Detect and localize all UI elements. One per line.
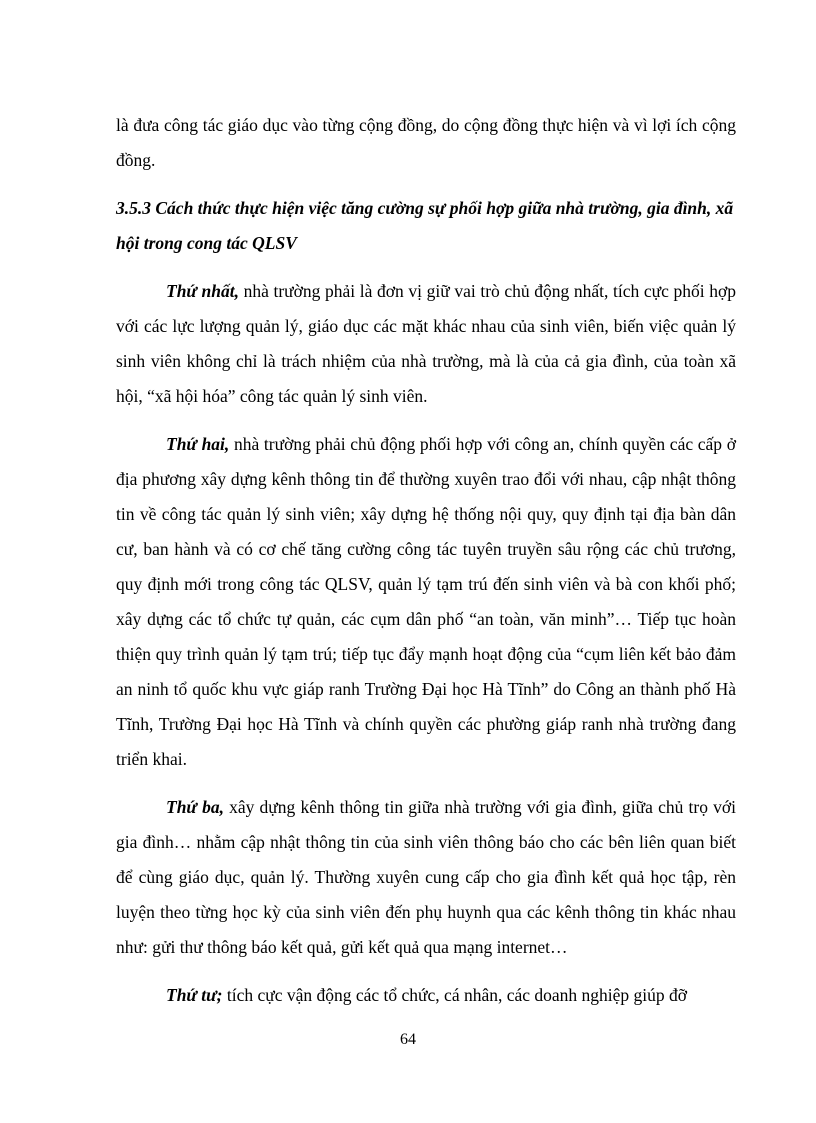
paragraph-text: nhà trường phải là đơn vị giữ vai trò chủ động nhất, tích cực phối hợp với các lực lượng quản lý, giáo dục các mặt khác nhau của sinh viên, biến việc quản lý sinh viên không chỉ là trách nhiệm của nhà trường, mà là của cả gia đình, của toàn xã hội, “xã hội hóa” công tác quản lý sinh viên. (116, 281, 737, 406)
paragraph-text: nhà trường phải chủ động phối hợp với công an, chính quyền các cấp ở địa phương xây dựng kênh thông tin để thường xuyên trao đổi với nhau, cập nhật thông tin về công tác quản lý sinh viên; xây dựng hệ thống nội quy, quy định tại địa bàn dân cư, ban hành và có cơ chế tăng cường công tác tuyên truyền sâu rộng các chủ trương, quy định mới trong công tác QLSV, quản lý tạm trú đến sinh viên và bà con khối phố; xây dựng các tổ chức tự quản, các cụm dân phố “an toàn, văn minh”… Tiếp tục hoàn thiện quy trình quản lý tạm trú; tiếp tục đẩy mạnh hoạt động của “cụm liên kết bảo đảm an ninh tổ quốc khu vực giáp ranh Trường Đại học Hà Tĩnh” do Công an thành phố Hà Tĩnh, Trường Đại học Hà Tĩnh và chính quyền các phường giáp ranh nhà trường đang triển khai. (116, 434, 736, 769)
paragraph-third (116, 790, 736, 965)
paragraph-first (116, 274, 736, 414)
document-page (116, 108, 736, 1026)
intro-paragraph: là đưa công tác giáo dục vào từng cộng đồng, do cộng đồng thực hiện và vì lợi ích cộng đồng. (116, 115, 736, 170)
paragraph-lead: Thứ tư; (166, 985, 223, 1005)
paragraph-text: xây dựng kênh thông tin giữa nhà trường với gia đình, giữa chủ trọ với gia đình… nhằm cập nhật thông tin của sinh viên thông báo cho các bên liên quan biết để cùng giáo dục, quản lý. Thường xuyên cung cấp cho gia đình kết quả học tập, rèn luyện theo từng học kỳ của sinh viên đến phụ huynh qua các kênh thông tin khác nhau như: gửi thư thông báo kết quả, gửi kết quả qua mạng internet… (116, 797, 736, 957)
paragraph-lead: Thứ nhất, (166, 281, 239, 301)
page-number: 64 (400, 1031, 416, 1048)
paragraph-fourth (116, 978, 736, 1013)
paragraph-second (116, 427, 736, 777)
paragraph-lead: Thứ ba, (166, 797, 224, 817)
section-heading: 3.5.3 Cách thức thực hiện việc tăng cường sự phối hợp giữa nhà trường, gia đình, xã hội trong cong tác QLSV (116, 198, 734, 253)
paragraph-text: tích cực vận động các tổ chức, cá nhân, các doanh nghiệp giúp đỡ (222, 985, 688, 1005)
paragraph-lead: Thứ hai, (166, 434, 230, 454)
